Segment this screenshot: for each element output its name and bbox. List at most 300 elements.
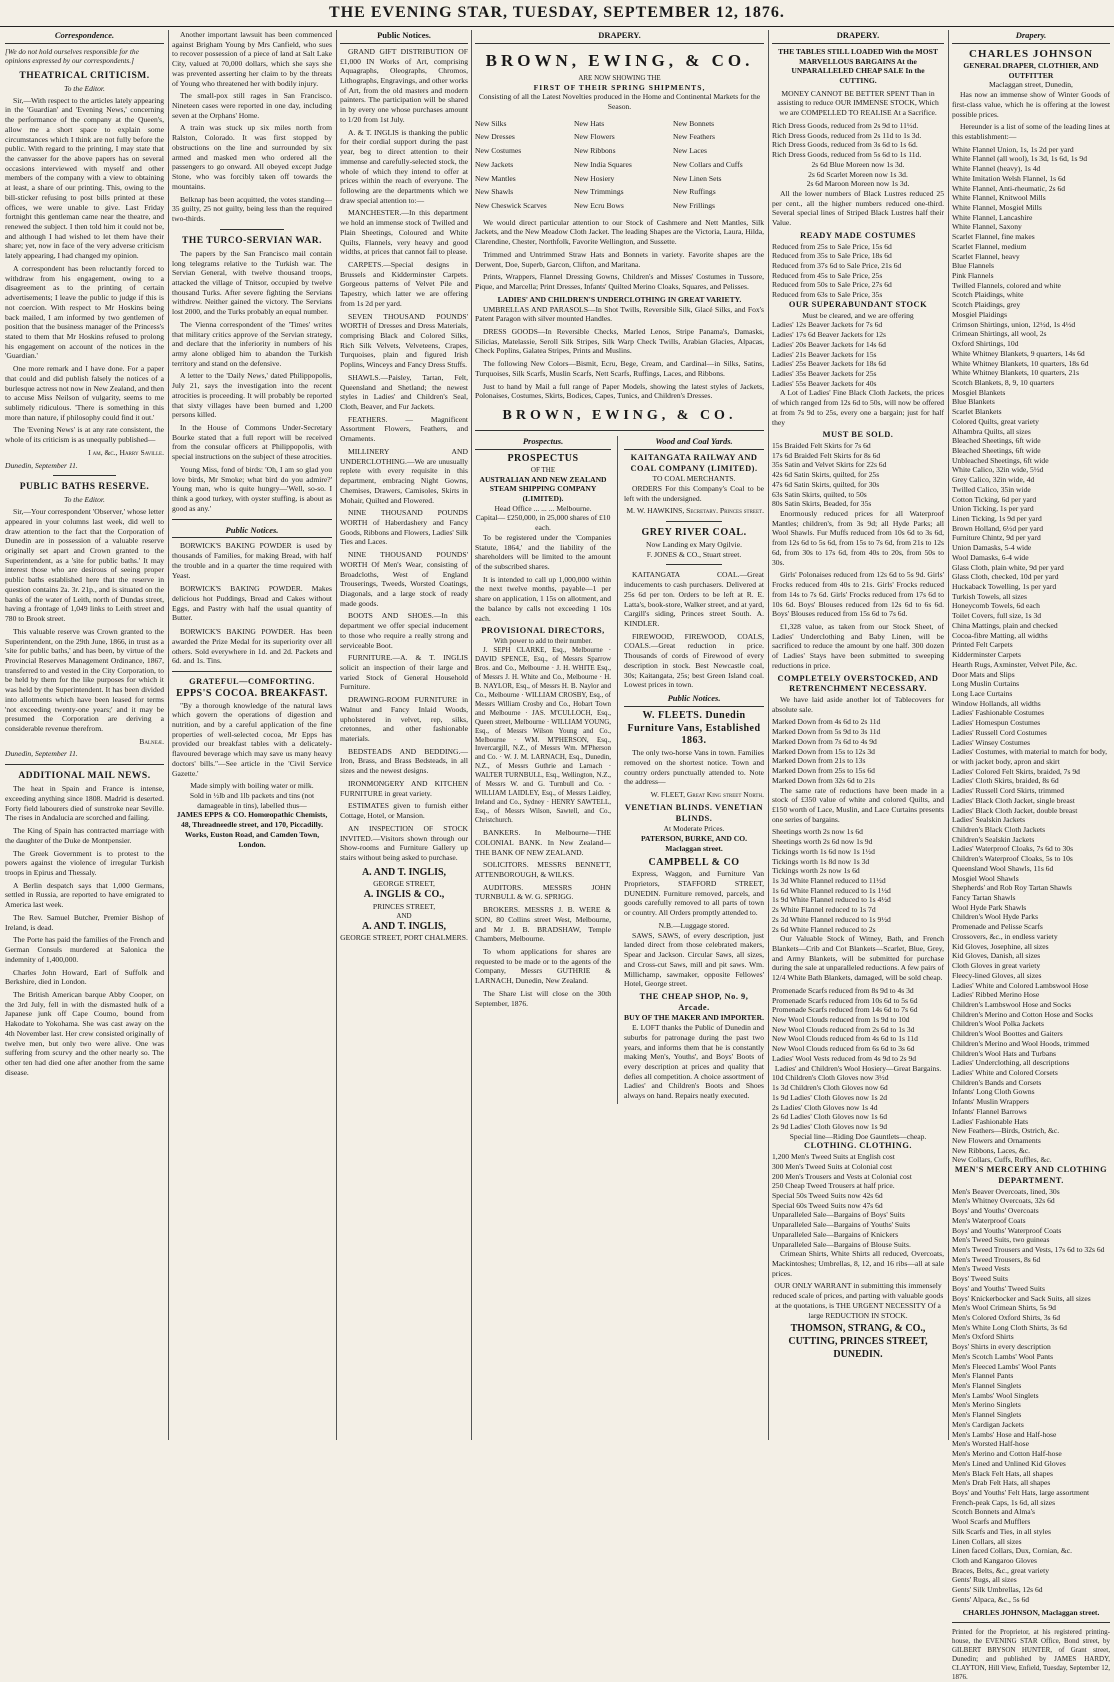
list-item: Unbleached Sheetings, 6ft wide — [952, 455, 1049, 465]
list-item: Scarlet Blankets — [952, 407, 1002, 417]
list-item: New Wool Clouds reduced from 1s 9d to 10d — [772, 1015, 910, 1025]
list-item: 2s 9d Ladies' Cloth Gloves now 1s 9d — [772, 1121, 888, 1131]
department-item: DRAWING-ROOM FURNITURE in Walnut and Fancy Inlaid Woods, upholstered in velvet, rep, silks, cretonnes, and other fashionable materials. — [340, 695, 468, 744]
list-item: Bleached Sheetings, 6ft wide — [952, 445, 1041, 455]
list-item: Boys' and Youths' Felt Hats, large assortment — [952, 1487, 1090, 1497]
column-charles-johnson: Drapery. CHARLES JOHNSON GENERAL DRAPER, CLOTHIER, AND OUTFITTER Maclaggan street, Dunedin, Has now an immense show of Winter Goods of first-class value, which he is offering at the lowest possible prices. Hereunder is a list of some of the leading lines at this establishment:— White Flannel Union, 1s, 1s 2d per yard White Flannel (all wool), 1s 3d, 1s 6d, 1s 9d White Flannel (heavy), 1s 4d White Imitation Welsh Flannel, 1s 6d White Flannel, Anti-rheumatic, 2s 6d White Flannel, Knitwool Mills White Flannel, Mosgiel Mills White Flannel, Lancashire White Flannel, Saxony Scarlet Flannel, fine makes Scarlet Flannel, medium Scarlet Flannel, heavy Blue Flannels Pink Flannels Twilled Flannels, colored and white Scotch Plaidings, white Scotch Plaidings, grey Mosgiel Plaidings Crimson Shirtings, union, 12½d, 1s 4½d Crimean Shirtings, all wool, 2s Oxford Shirtings, 10d White Whitney Blankets, 9 quarters, 14s 6d White Whitney Blankets, 10 quarters, 18s 6d White Whitney Blankets, 10 quarters, 21s Scotch Blankets, 8, 9, 10 quarters Mosgiel Blankets Blue Blankets Scarlet Blankets Colored Quilts, great variety Alhambra Quilts, all sizes Bleached Sheetings, 6ft wide Bleached Sheetings, 6ft wide Unbleached Sheetings, 6ft wide White Calico, 32in wide, 5½d Grey Calico, 32in wide, 4d Twilled Calico, 35in wide Cotton Ticking, 6d per yard Union Ticking, 1s per yard Linen Ticking, 1s 9d per yard Brown Holland, 6½d per yard Furniture Chintz, 9d per yard Union Damasks, 5-4 wide Wool Damasks, 6-4 wide Glass Cloth, plain white, 9d per yard Glass Cloth, checked, 10d per yard Huckaback Towelling, 1s per yard Turkish Towels, all sizes Honeycomb Towels, 6d each Toilet Covers, full size, 1s 3d China Mattings, plain and checked Cocoa-fibre Matting, all widths Printed Felt Carpets Kidderminster Carpets Hearth Rugs, Axminster, Velvet Pile, &c. Door Mats and Slips Long Muslin Curtains Long Lace Curtains Window Hollands, all widths Ladies' Fashionable Costumes Ladies' Homespun Costumes Ladies' Russell Cord Costumes Ladies' Winsey Costumes Ladies' Costumes, with material to match for body, or with jacket body, apron and skirt Ladies' Colored Felt Skirts, braided, 7s 9d Ladies' Cloth Skirts, braided, 8s 6d Ladies' Russell Cord Skirts, trimmed Ladies' Black Cloth Jacket, single breast Ladies' Black Cloth Jacket, double breast Ladies' Sealskin Jackets Children's Black Cloth Jackets Children's Sealskin Jackets Ladies' Waterproof Cloaks, 7s 6d to 30s Children's Waterproof Cloaks, 5s to 10s Queensland Wool Shawls, 11s 6d Mosgiel Wool Shawls Shepherds' and Rob Roy Tartan Shawls Fancy Tartan Shawls Wool Hyde Park Shawls Children's Wool Hyde Parks Promenade and Pelisse Scarfs Crossovers, &c., in endless variety Kid Gloves, Josephine, all sizes Kid Gloves, Danish, all sizes Cloth Gloves in great variety Fleecy-lined Gloves, all sizes Ladies' White and Colored Lambswool Hose Ladies' Ribbed Merino Hose Children's Lambswool Hose and Socks Children's Merino and Cotton Hose and Socks Children's Wool Polka Jackets Children's Wool Boottes and Gaiters Children's Merino and Wool Hoods, trimmed Children's Wool Hats and Turbans Ladies' Underclothing, all descriptions Ladies' White and Colored Corsets Children's Bands and Corsets Infants' Long Cloth Gowns Infants' Muslin Wrappers Infants' Flannel Barrows Ladies' Fashionable Hats New Feathers—Birds, Ostrich, &c. New Flowers and Ornaments New Ribbons, Laces, &c. New Collars, Cuffs, Ruffles, &c. MEN'S MERCERY AND CLOTHING DEPARTMENT. Men's Beaver Overcoats, lined, 30s Men's Whitney Overcoats, 32s 6d Boys' and Youths' Overcoats Men's Waterproof Coats Boys' and Youths' Waterproof Coats Men's Tweed Suits, two guineas Men's Tweed Trousers and Vests, 17s 6d to 32s 6d Men's Tweed Trousers, 8s 6d Men's Tweed Vests Boys' Tweed Suits Boys' and Youths' Tweed Suits Boys' Knickerbocker and Sack Suits, all sizes Men's Wool Crimean Shirts, 5s 9d Men's Colored Oxford Shirts, 3s 6d Men's White Long Cloth Shirts, 3s 6d Men's Oxford Shirts Boys' Shirts in every description Men's Scotch Lambs' Wool Pants Men's Fleeced Lambs' Wool Pants Men's Flannel Pants Men's Flannel Singlets Men's Lambs' Wool Singlets Men's Merino Singlets Men's Flannel Singlets Men's Cardigan Jackets Men's Lambs' Hose and Half-hose Men's Worsted Half-hose Men's Merino and Cotton Half-hose Men's Lined and Unlined Kid Gloves Men's Black Felt Hats, all shapes Men's Drab Felt Hats, all shapes Boys' and Youths' Felt Hats, large assortment French-peak Caps, 1s 6d, all sizes Scotch Bonnets and Alma's Wool Scarfs and Mufflers Silk Scarfs and Ties, in all styles Linen Collars, all sizes Linen faced Collars, Dux, Cornian, &c. Cloth and Kangaroo Gloves Braces, Belts, &c., great variety Gents' Rugs, all sizes Gents' Silk Umbrellas, 12s 6d Gents' Alpaca, &c., 5s 6d CHARLES JOHNSON, Maclaggan street. Printed for the Proprietor, at his registered printing-house, the EVENING STAR Office, Bond street, by GILBERT BRYSON HUNTER, of Grant street, Dunedin; and published by JAMES HARDY, CLAYTON, Hill View, Enfield, Tuesday, September 12, 1876. — [952, 30, 1110, 1682]
list-item: New Flowers and Ornaments — [952, 1136, 1041, 1146]
list-item: Men's Tweed Trousers, 8s 6d — [952, 1254, 1041, 1264]
list-item: Reduced from 37s 6d to Sale Price, 21s 6d — [772, 261, 902, 270]
list-item: Blue Blankets — [952, 397, 995, 407]
list-item: Ladies' Homespun Costumes — [952, 718, 1041, 728]
list-item: 10d Children's Cloth Gloves now 3½d — [772, 1073, 889, 1083]
section-header: Public Notices. — [172, 525, 332, 539]
list-item: Promenade Scarfs reduced from 14s 6d to 7s 6d — [772, 1005, 918, 1015]
list-item: Ladies' 17s 6d Beaver Jackets for 12s — [772, 330, 886, 340]
list-item: Unparalleled Sale—Bargains of Boys' Suits — [772, 1210, 905, 1220]
list-item: White Flannel, Anti-rheumatic, 2s 6d — [952, 183, 1066, 193]
sheetings-list — [772, 827, 944, 876]
list-item: 80s Satin Skirts, Beaded, for 35s — [772, 499, 872, 509]
department-item: NINE THOUSAND POUNDS' WORTH Of Men's Wear, consisting of Broadcloths, West of England Trouserings, Tweeds, Worsted Coatings, Diagonals, and a large stock of ready made goods. — [340, 550, 468, 608]
list-item: Boys' Shirts in every description — [952, 1342, 1051, 1352]
list-item: Crimean Shirtings, all wool, 2s — [952, 329, 1047, 339]
department-item: MILLINERY AND UNDERCLOTHING.—We are unusually replete with every requisite in this department, embracing Night Gowns, Chemises, Drawers, Camisoles, Skirts in Mohair, Quilted and Flowered. — [340, 446, 468, 505]
list-item: 200 Men's Trousers and Vests at Colonial cost — [772, 1171, 912, 1181]
list-item: Children's Wool Hyde Parks — [952, 912, 1039, 922]
section-header: Public Notices. — [340, 30, 468, 44]
advertisement: BORWICK'S BAKING POWDER. Has been awarded the Prize Medal for its superiority over all others. Sold everywhere in 1d. and 2d. Packets and 6d. and 1s. Tins. — [172, 627, 332, 666]
list-item: Children's Wool Hats and Turbans — [952, 1048, 1056, 1058]
list-item: Furniture Chintz, 9d per yard — [952, 533, 1041, 543]
list-item: Ladies' Underclothing, all descriptions — [952, 1058, 1070, 1068]
list-item: Marked Down from 32s 6d to 21s — [772, 775, 875, 785]
list-item: Rich Dress Goods, reduced from 2s 9d to 11½d. — [772, 120, 919, 130]
department-item: FURNITURE.—A. & T. INGLIS solicit an inspection of their large and varied Stock of General Household Furniture. — [340, 653, 468, 692]
list-item: Ladies' Black Cloth Jacket, single breast — [952, 795, 1075, 805]
list-item: Reduced from 50s to Sale Price, 27s 6d — [772, 280, 892, 290]
grid-item: New Feathers — [673, 132, 715, 142]
list-item: Ladies' White and Colored Lambswool Hose — [952, 980, 1089, 990]
johnson-goods-list — [952, 145, 1110, 1165]
list-item: Ladies' Ribbed Merino Hose — [952, 990, 1040, 1000]
list-item: Infants' Flannel Barrows — [952, 1106, 1027, 1116]
list-item: Men's Lined and Unlined Kid Gloves — [952, 1458, 1066, 1468]
list-item: French-peak Caps, 1s 6d, all sizes — [952, 1497, 1056, 1507]
advertiser-title: BROWN, EWING, & CO. — [485, 50, 754, 70]
list-item: Men's Black Felt Hats, all shapes — [952, 1468, 1053, 1478]
list-item: Men's Whitney Overcoats, 32s 6d — [952, 1196, 1055, 1206]
list-item: Ladies' Black Cloth Jacket, double breast — [952, 805, 1078, 815]
list-item: Children's Merino and Wool Hoods, trimmed — [952, 1038, 1090, 1048]
list-item: Unparalleled Sale—Bargains of Knickers — [772, 1229, 899, 1239]
list-item: Men's Worsted Half-hose — [952, 1439, 1029, 1449]
list-item: Printed Felt Carpets — [952, 640, 1013, 650]
unparalleled-list — [772, 1210, 944, 1249]
article-title: ADDITIONAL MAIL NEWS. — [18, 771, 151, 782]
list-item: Men's Flannel Singlets — [952, 1381, 1022, 1391]
list-item: Mosgiel Wool Shawls — [952, 873, 1019, 883]
list-item: Men's Wool Crimean Shirts, 5s 9d — [952, 1303, 1056, 1313]
list-item: White Whitney Blankets, 10 quarters, 18s 6d — [952, 358, 1089, 368]
list-item: Scotch Blankets, 8, 9, 10 quarters — [952, 377, 1055, 387]
list-item: Men's Oxford Shirts — [952, 1332, 1014, 1342]
list-item: Long Muslin Curtains — [952, 679, 1020, 689]
marked-down-list — [772, 717, 944, 785]
list-item: Reduced from 45s to Sale Price, 25s — [772, 270, 883, 280]
list-item: Men's Cardigan Jackets — [952, 1419, 1024, 1429]
costumes-list — [772, 242, 944, 300]
list-item: 35s Satin and Velvet Skirts for 22s 6d — [772, 460, 887, 470]
list-item: Men's Scotch Lambs' Wool Pants — [952, 1351, 1054, 1361]
imprint: Printed for the Proprietor, at his registered printing-house, the EVENING STAR Office, Bond street, by GILBERT BRYSON HUNTER, of Grant street, Dunedin; and published by JAMES HARDY, CLAYTON, Hill View, Enfield, Tuesday, September 12, 1876. — [952, 1628, 1110, 1682]
grid-item: New Shawls — [475, 187, 514, 197]
list-item: Ladies' Wool Vests reduced from 4s 9d to 2s 9d — [772, 1053, 917, 1063]
grid-item: New Costumes — [475, 146, 522, 156]
column-news: Another important lawsuit has been commenced against Brigham Young by Mrs Canfield, who sues to recover possession of a piece of land at Salt Lake City, valued at 70,000 dollars, which she says she was prevented asserting her claim to by the threats of Young who threatened her with bodily injury. The small-pox still rages in San Francisco. Nineteen cases were reported in one day, including seven at the Orphans' Home. A train was stuck up six miles north from Ralston, Colorado. It was first stopped by obstructions on the line and surrounded by six armed and masked men who ordered all the passengers to go onward. All obeyed except Judge Stone, who was forcibly taken off towards the mountains. Belknap has been acquitted, the votes standing—35 guilty, 25 not guilty, being less than the required two-thirds. THE TURCO-SERVIAN WAR. The papers by the San Francisco mail contain long telegrams relative to the Turkish war. The Servian General, with twelve thousand troops, attacked the village of Tnitsor, occupied by twelve thousand Turks. After severe fighting the Servians withdrew. Neither gained the victory. The Servians lost 2000, and the Turks probably an equal number. The Vienna correspondent of the 'Times' writes that military critics approve of the Servian strategy, and declare that the inferiority in numbers of his army alone obliged him to abandon the Turkish territory and stand on the defensive. A letter to the 'Daily News,' dated Philippopolis, July 21, says the investigation into the recent atrocities is proceeding. It will probably be reported that sixty villages have been burned and 1,200 persons killed. In the House of Commons Under-Secretary Bourke stated that a full report will be received from the consular officers at Philippopolis, with special instructions on the subject of these atrocities. Young Miss, fond of birds: 'Oh, I am so glad you love birds, Mr Smoke; what bird do you admire?' Young man, who is quite hungry—'Well, so-so. I think a good turkey, with oyster stuffing, is about as good as any.' Public Notices. BORWICK'S BAKING POWDER is used by thousands of Families, for making Bread, with half the trouble and in a quarter the time required with Yeast. BORWICK'S BAKING POWDER. Makes delicious hot Puddings, Bread and Cakes without Eggs, and Pastry with half the usual quantity of Butter. BORWICK'S BAKING POWDER. Has been awarded the Prize Medal for its superiority over all others. Sold everywhere in 1d. and 2d. Packets and 6d. and 1s. Tins. GRATEFUL—COMFORTING. EPPS'S COCOA. BREAKFAST. "By a thorough knowledge of the natural laws which govern the operations of digestion and nutrition, and by a careful application of the fine properties of well-selected cocoa, Mr Epps has provided our breakfast tables with a delicately-flavoured beverage which may save us many heavy doctors' bills."—See article in the 'Civil Service Gazette.' Made simply with boiling water or milk. Sold in ½lb and 1lb packets and tins (not damageable in tins), labelled thus— JAMES EPPS & CO. Homœopathic Chemists, 48, Threadneedle street, and 170, Piccadilly. Works, Euston Road, and Camden Town, London. — [172, 30, 332, 849]
department-item: ESTIMATES given to furnish either Cottage, Hotel, or Mansion. — [340, 801, 468, 821]
list-item: Cloth and Kangaroo Gloves — [952, 1555, 1037, 1565]
list-item: Ladies' White and Colored Corsets — [952, 1067, 1058, 1077]
advertisement: BORWICK'S BAKING POWDER is used by thousands of Families, for making Bread, with half the trouble and in a quarter the time required with Yeast. — [172, 541, 332, 580]
list-item: Rich Dress Goods, reduced from 5s 6d to 1s 11d. — [772, 150, 922, 160]
list-item: 63s Satin Skirts, quilted, to 50s — [772, 489, 867, 499]
list-item: Special 50s Tweed Suits now 42s 6d — [772, 1191, 883, 1200]
masthead: THE EVENING STAR, TUESDAY, SEPTEMBER 12, 1876. — [0, 0, 1114, 27]
moreen-list — [772, 160, 944, 189]
list-item: Special 60s Tweed Suits now 47s 6d — [772, 1200, 883, 1210]
epps-cocoa-title: EPPS'S COCOA. BREAKFAST. — [176, 687, 328, 699]
list-item: Men's Merino Singlets — [952, 1400, 1021, 1410]
article-title: THE TURCO-SERVIAN WAR. — [182, 235, 322, 246]
list-item: Gents' Silk Umbrellas, 12s 6d — [952, 1585, 1043, 1595]
list-item: Linen Collars, all sizes — [952, 1536, 1022, 1546]
list-item: Boys' and Youths' Waterproof Coats — [952, 1225, 1062, 1235]
list-item: Glass Cloth, checked, 10d per yard — [952, 572, 1059, 582]
grid-item: New Laces — [673, 146, 707, 156]
list-item: Sheetings worth 2s now 1s 6d — [772, 827, 863, 837]
list-item: New Collars, Cuffs, Ruffles, &c. — [952, 1155, 1052, 1165]
list-item: Marked Down from 25s to 15s 6d — [772, 766, 875, 776]
list-item: 15s Braided Felt Skirts for 7s 6d — [772, 441, 871, 450]
department-item: BEDSTEADS AND BEDDING.—Iron, Brass, and Brass Bedsteads, in all sizes and the newest designs. — [340, 746, 468, 776]
section-header: Public Notices. — [624, 693, 764, 707]
list-item: Men's Fleeced Lambs' Wool Pants — [952, 1361, 1057, 1371]
list-item: Silk Scarfs and Ties, in all styles — [952, 1526, 1051, 1536]
list-item: Linen faced Collars, Dux, Cornian, &c. — [952, 1546, 1072, 1556]
list-item: Scarlet Flannel, medium — [952, 241, 1027, 251]
list-item: Ladies' 55s Beaver Jackets for 40s — [772, 378, 877, 388]
list-item: Crossovers, &c., in endless variety — [952, 931, 1058, 941]
list-item: Window Hollands, all widths — [952, 698, 1041, 708]
list-item: 17s 6d Braided Felt Skirts for 8s 6d — [772, 450, 881, 460]
list-item: Men's Tweed Trousers and Vests, 17s 6d to 32s 6d — [952, 1244, 1105, 1254]
list-item: Twilled Calico, 35in wide — [952, 484, 1031, 494]
list-item: White Flannel Union, 1s, 1s 2d per yard — [952, 144, 1074, 154]
grid-item: New India Squares — [574, 159, 632, 169]
list-item: Marked Down from 4s 6d to 2s 11d — [772, 717, 881, 727]
mens-mercery-list — [952, 1187, 1110, 1605]
list-item: Children's Merino and Cotton Hose and Socks — [952, 1009, 1093, 1019]
list-item: White Calico, 32in wide, 5½d — [952, 465, 1044, 475]
list-item: New Wool Clouds reduced from 4s 6d to 1s 11d — [772, 1034, 918, 1044]
article-title: THEATRICAL CRITICISM. — [19, 70, 150, 81]
signature: Balneæ. — [139, 736, 164, 746]
signature: I am, &c., Harry Saville. — [88, 447, 164, 457]
advertiser-title: THOMSON, STRANG, & CO., CUTTING, PRINCES STREET, DUNEDIN. — [788, 1323, 928, 1360]
section-header: Correspondence. — [5, 30, 164, 44]
list-item: Men's Drab Felt Hats, all shapes — [952, 1478, 1051, 1488]
jackets-list — [772, 320, 944, 388]
list-item: White Flannel, Lancashire — [952, 212, 1033, 222]
list-item: Sheetings worth 2s 6d now 1s 9d — [772, 837, 873, 847]
list-item: Infants' Long Cloth Gowns — [952, 1087, 1035, 1097]
list-item: Turkish Towels, all sizes — [952, 591, 1027, 601]
advertiser-title: CHARLES JOHNSON — [968, 47, 1094, 60]
list-item: 2s 6d Scarlet Moreen now 1s 3d. — [808, 169, 908, 179]
list-item: Children's Waterproof Cloaks, 5s to 10s — [952, 854, 1073, 864]
list-item: Scotch Plaidings, white — [952, 290, 1024, 300]
grid-item: New Frillings — [673, 201, 715, 211]
list-item: White Flannel, Knitwool Mills — [952, 193, 1046, 203]
list-item: Children's Black Cloth Jackets — [952, 825, 1046, 835]
list-item: Scotch Plaidings, grey — [952, 300, 1021, 310]
column-inglis: Public Notices. GRAND GIFT DISTRIBUTION OF £1,000 IN Works of Art, comprising Aquagraphs, Oleographs, Chromos, Lithographs, Engravings, and other works of Art, from the old masters and modern painters. The participation will be shared in by every one whose purchases amount to 1/20 from 1st July. A. & T. INGLIS is thanking the public for their cordial support during the past year, beg to direct attention to their immense and carefully-selected stock, the whole of which they intend to offer at prices within the reach of everyone. The following are the departments which we draw special attention to:— MANCHESTER.—In this department we hold an immense stock of Twilled and Plain Sheetings, Coloured and White Quilts, Flannels, very heavy and good widths, at prices that cannot fail to please. CARPETS.—Special designs in Brussels and Kidderminster Carpets. Gorgeous patterns of Velvet Pile and Tapestry, which latter we are offering from 1s 2d per yard. SEVEN THOUSAND POUNDS' WORTH of Dresses and Dress Materials, comprising Black and Colored Silks, Rich Silk Velvets, Velveteens, Crapes, Turquoises, plain and figured Irish Poplins, Winceys and Fancy Dress Stuffs. SHAWLS.—Paisley, Tartan, Felt, Queensland and Shetland; the newest styles in Ladies' and Children's Seal, Cloth, Beaver, and Fur Jackets. FEATHERS. — Magnificent Assortment Flowers, Feathers, and Ornaments. MILLINERY AND UNDERCLOTHING.—We are unusually replete with every requisite in this department, embracing Night Gowns, Chemises, Drawers, Camisoles, Skirts in Mohair, Quilted and Flowered. NINE THOUSAND POUNDS WORTH of Haberdashery and Fancy Goods, Ribbons and Flowers, Ladies' Silk Ties and Laces. NINE THOUSAND POUNDS' WORTH Of Men's Wear, consisting of Broadcloths, West of England Trouserings, Tweeds, Worsted Coatings, Diagonals, and a large stock of ready made goods. BOOTS AND SHOES.—In this department we offer special inducement to those who require a really strong and serviceable Boot. FURNITURE.—A. & T. INGLIS solicit an inspection of their large and varied Stock of General Household Furniture. DRAWING-ROOM FURNITURE in Walnut and Fancy Inlaid Woods, upholstered in velvet, rep, silks, cretonnes, and other fashionable materials. BEDSTEADS AND BEDDING.—Iron, Brass, and Brass Bedsteads, in all sizes and the newest designs. IRONMONGERY AND KITCHEN FURNITURE in great variety. ESTIMATES given to furnish either Cottage, Hotel, or Mansion. AN INSPECTION OF STOCK INVITED.—Visitors shown through our Show-rooms and Furniture Gallery up stairs without being asked to purchase. A. AND T. INGLIS, GEORGE STREET, A. INGLIS & CO., PRINCES STREET, AND A. AND T. INGLIS, GEORGE STREET, PORT CHALMERS. — [340, 30, 468, 943]
list-item: Ladies' Winsey Costumes — [952, 737, 1031, 747]
advertisement: BORWICK'S BAKING POWDER. Makes delicious hot Puddings, Bread and Cakes without Eggs, and Pastry with half the usual quantity of Butter. — [172, 584, 332, 623]
list-item: Men's Tweed Suits, two guineas — [952, 1235, 1050, 1245]
list-item: Hearth Rugs, Axminster, Velvet Pile, &c. — [952, 659, 1078, 669]
list-item: Kidderminster Carpets — [952, 650, 1021, 660]
list-item: Ladies' 20s Beaver Jackets for 14s 6d — [772, 339, 886, 349]
list-item: Tickings worth 1s 6d now 1s 1½d — [772, 846, 875, 856]
list-item: Children's Wool Boottes and Gaiters — [952, 1029, 1063, 1039]
department-item: SEVEN THOUSAND POUNDS' WORTH of Dresses and Dress Materials, comprising Black and Colored Silks, Rich Silk Velvets, Velveteens, Crapes, Turquoises, plain and figured Irish Poplins, Winceys and Fancy Dress Stuffs. — [340, 311, 468, 370]
grid-item: New Ribbons — [574, 146, 616, 156]
list-item: Kid Gloves, Danish, all sizes — [952, 951, 1041, 961]
list-item: Alhambra Quilts, all sizes — [952, 426, 1031, 436]
list-item: Ladies' Cloth Skirts, braided, 8s 6d — [952, 776, 1059, 786]
list-item: Men's Colored Oxford Shirts, 3s 6d — [952, 1313, 1061, 1323]
inglis-department-list — [340, 208, 468, 862]
column-correspondence: Correspondence. [We do not hold ourselves responsible for the opinions expressed by our correspondents.] THEATRICAL CRITICISM. To the Editor. Sir,—With respect to the articles lately appearing in the 'Guardian' and 'Evening News,' concerning the performance of the company at the Queen's, allow me a short space to explain some circumstances which I think are not fully before the public. With regard to the printing, I may state that the canvasser for the above papers has on several occasions interviewed with myself and other members of the company with a view to obtaining at least, a share of our printing. This, owing to the bill-sticker refusing to post bills printed at these offices, we were unable to give. Last Friday fortnight this gentleman came near the theatre, and renewed the subject. I then told him it could not be, and although I had wished to let them have their share; yet, now in face of the very adverse criticism lately appearing, I had changed my opinion. A correspondent has been reluctantly forced to withdraw from his engagement, owing to a disagreement as to the printing of certain advertisements; I leave the public to judge if this is not coercion. With respect to Mr Hoskins being back mailed, I am informed by two gentlemen of position that the business manager of the Princess's stated to them that Mr Hoskins refused to prolong his engagement on account of the notices in the 'Guardian.' One more remark and I have done. For a paper that could and did publish falsely the notices of a burlesque actress not now in New Zealand, and then to accuse Miss Neilson of vulgarity, seems to me sublimely ridiculous. 'There is something in this more than nature, if philosophy could find it out.' The 'Evening News' is at any rate consistent, the whole of its criticism is as unequally published— I am, &c., Harry Saville. Dunedin, September 11. PUBLIC BATHS RESERVE. To the Editor. Sir,—Your correspondent 'Observer,' whose letter appeared in your columns last week, did well to draw attention to the fact that the Corporation of Dunedin are in possession of a valuable reserve originally set apart and Crown granted to the Superintendent, as a 'site for public baths.' It may interest those who are desirous of seeing proper public baths established here that the reserve in question contains 2a. 3r. 21p., and is situated on the banks of the water of Leith, north of Dundas street, having a frontage of 1,049 links to Leith street and 780 to Brook street. This valuable reserve was Crown granted to the Superintendent, on the 29th June, 1866, in trust as a 'site for public baths,' and has been, by virtue of the Provincial Reserves Management Ordinance, 1867, transferred to and vested in the City Corporation, to be held by them for the like purposes for which it was held by the Superintendent. It has been divided into allotments which have been leased for terms 'not exceeding twenty-one years;' and it may be presumed the Corporation are deriving a considerable revenue therefrom. Balneæ. Dunedin, September 11. ADDITIONAL MAIL NEWS. The heat in Spain and France is intense, exceeding anything since 1808. Madrid is deserted. Forty field labourers died of sunstroke near Seville. The rises in Andalucia are scorched and failing. The King of Spain has contracted marriage with the daughter of the Duke de Montpensier. The Greek Government is to protest to the powers against the violence of irregular Turkish troops in Epirus and Thessaly. A Berlin despatch says that 1,000 Germans, settled in Russia, are reported to have emigrated to America last week. The Rev. Samuel Butcher, Premier Bishop of Ireland, is dead. The Porte has paid the families of the French and German Consuls murdered at Salonica the indemnity of 1,400,000. Charles John Howard, Earl of Suffolk and Berkshire, died in London. The British American barque Abby Cooper, on the 3rd July, fell in with the dismasted hulk of a Japanese junk off Cape Coumo, bound from Hakodate to Yokohama. She was cast away on the 4th November last. Her crew consisted originally of twelve men, but only two were alive. One was suffering from scurvy and the other nearly so. The other ten had died one after another from the same disease. — [5, 30, 164, 1077]
advertiser-title: BROWN, EWING, & CO. — [502, 407, 737, 423]
list-item: Boys' Knickerbocker and Sack Suits, all sizes — [952, 1293, 1091, 1303]
list-item: Boys' Tweed Suits — [952, 1274, 1008, 1284]
skirts-list — [772, 441, 944, 509]
list-item: 2s White Flannel reduced to 1s 7d — [772, 905, 876, 915]
grid-item: New Mantles — [475, 173, 516, 183]
grid-item: New Flowers — [574, 132, 615, 142]
list-item: 47s 6d Satin Skirts, quilted, for 30s — [772, 479, 880, 489]
list-item: Tickings worth 2s now 1s 6d — [772, 866, 860, 876]
list-item: Promenade Scarfs reduced from 8s 9d to 4s 3d — [772, 985, 914, 995]
list-item: Bleached Sheetings, 6ft wide — [952, 436, 1041, 446]
list-item: Huckaback Towelling, 1s per yard — [952, 582, 1057, 592]
list-item: Wool Damasks, 6-4 wide — [952, 552, 1029, 562]
department-item: BOOTS AND SHOES.—In this department we offer special inducement to those who require a really strong and serviceable Boot. — [340, 611, 468, 650]
column-brown-ewing: DRAPERY. BROWN, EWING, & CO. ARE NOW SHOWING THE FIRST OF THEIR SPRING SHIPMENTS, Consisting of all the Latest Novelties produced in the Home and Continental Markets for the Season. New Silks New Hats New Bonnets New Dresses New Flowers New Feathers New Costumes New Ribbons New Laces New Jackets New India Squares New Collars and Cuffs New Mantles New Hosiery New Linen Sets New Shawls New Trimmings New Ruffings New Cheswick Scarves New Ecru Bows New Frillings We would direct particular attention to our Stock of Cashmere and Nett Mantles, Silk Jackets, and the New Meadow Cloth Jacket. The leading Shapes are the Victoria, Laura, Hilda, Clarendine, Chester, Northfolk, Favorite Wellington, and Sussette. Trimmed and Untrimmed Straw Hats and Bonnets in variety. Favorite shapes are the Derwent, Doe, Superb, Garcon, Clifton, and Maritana. Prints, Wrappers, Flannel Dressing Gowns, Children's and Misses' Costumes in Tussore, Pique, and Marcella; Print Dresses, Infants' Quilted Merino Cloaks, Squares, and Pelisses. LADIES' AND CHILDREN'S UNDERCLOTHING IN GREAT VARIETY. UMBRELLAS AND PARASOLS—In Shot Twills, Reversible Silk, Glacé Silks, and Fox's Patent Paragon with silver mounted Handles. DRESS GOODS—In Reversible Checks, Marled Lenos, Stripe Panama's, Damasks, Silicias, Matelassie, Seroll Silk Stripes, Silk Warp Check Twills, Arabian Glacies, Alpacas, Check Poplins, Galatea Stripes, Prints and Muslins. The following New Colors—Bismit, Ecru, Bege, Cream, and Cardinal—in Silks, Satins, Turquoises, Silk Scarfs, Muslin Scarfs, Nett Scarfs, Ruffings, Laces, and Ribbons. Just to hand by Mail a full range of Paper Models, showing the latest styles of Jackets, Polonaises, Costumes, Skirts, Bodices, Capes, Tunics, and Children's Dresses. BROWN, EWING, & CO. Prospectus. PROSPECTUS OF THE AUSTRALIAN AND NEW ZEALAND STEAM SHIPPING COMPANY (LIMITED). Head Office ... ... ... Melbourne. Capital— £250,000, in 25,000 shares of £10 each. To be registered under the 'Companies Statute, 1864,' and the liability of the shareholders will be limited to the amount of the subscribed shares. It is intended to call up 1,000,000 within the next twelve months, payable—1 per share on application, 1 15s on allotment, and the balance by calls not exceeding 1 10s each. PROVISIONAL DIRECTORS, With power to add to their number. J. SEPH CLARKE, Esq., Melbourne · DAVID SPENCE, Esq., of Messrs Sparrow Bros. and Co., Melbourne · J. H. WHITE Esq., of Messrs J. H. White and Co., Melbourne · H. B. NAYLOR, Esq., of Messrs H. B. Naylor and Co., Melbourne · WILLIAM CROSBY, Esq., of Messrs William Crosby and Co., Hobart Town and Melbourne · JAS. M'CULLOCH, Esq., Queen street, Melbourne · WILLIAM YOUNG, Esq., of Messrs Wilson Young and Co., Melbourne · WM. M'PHERSON, Esq., Invercargill, N.Z., of Messrs Wm. M'Pherson and Co. · W. J. M. LARNACH, Esq., Dunedin, N.Z., of Messrs Guthrie and Larnach · WALTER TURNBULL, Esq., Wellington, N.Z., of Messrs W. and G. Turnbull and Co. · WILLIAM LAIDLEY, Esq., of Messrs Laidley, Ireland and Co., Sydney · HENRY SAWTELL, Esq., of Messrs Wilson, Sawtell, and Co., Christchurch. BANKERS. In Melbourne—THE COLONIAL BANK. In New Zealand—THE BANK OF NEW ZEALAND. SOLICITORS. MESSRS BENNETT, ATTENBOROUGH, & WILKS. AUDITORS. MESSRS JOHN TURNBULL & W. G. SPRIGG. BROKERS. MESSRS J. B. WERE & SON, 80 Collins street West, Melbourne, and Mr J. B. BRADSHAW, Temple Chambers, Melbourne. To whom applications for shares are requested to be made or to the agents of the Company, Messrs GUTHRIE & LARNACH, Dunedin, New Zealand. The Share List will close on the 30th September, 1876. Wood and Coal Yards. KAITANGATA RAILWAY AND COAL COMPANY (LIMITED). TO COAL MERCHANTS. ORDERS For this Company's Coal to be left with the undersigned. M. W. HAWKINS, Secretary. Princes street. GREY RIVER COAL. Now Landing ex Mary Ogilvie. F. JONES & CO., Stuart street. KAITANGATA COAL.—Great inducements to cash purchasers. Delivered at 25s 6d per ton. Orders to be left at R. E. Latta's, book-store, Walker street, and at yard, Cargill's siding, Princes street South. A. KINDLER. FIREWOOD, FIREWOOD, COALS, COALS.—Great reduction in price. Thousands of cords of Firewood of every description in stock. Best Newcastle coal, 30s; Kaitangata, 25s; best Green Island coal. Lowest prices in town. Public Notices. W. FLEETS. Dunedin Furniture Vans, Established 1863. The only two-horse Vans in town. Families removed on the shortest notice. Town and country orders punctually attended to. Note the address— W. FLEET, Great King street North. VENETIAN BLINDS. VENETIAN BLINDS. At Moderate Prices. PATERSON, BURKE, AND CO. Maclaggan street. CAMPBELL & CO Express, Waggon, and Furniture Van Proprietors, STAFFORD STREET, DUNEDIN. Furniture removed, parcels, and goods carefully removed to all parts of town or country. All Orders promptly attended to. N.B.—Luggage stored. SAWS, SAWS, of every description, just landed direct from those celebrated makers, Spear and Jackson. Circular Saws, all sizes, and Cross-cut Saws, mill and pit saws. Wm. Millichamp, sawmaker, opposite Fellowes' Hotel, George street. THE CHEAP SHOP, No. 9, Arcade. BUY OF THE MAKER AND IMPORTER. E. LOFT thanks the Public of Dunedin and suburbs for patronage during the past two years, and informs them that he is constantly making Men's, Youths', and Boys' Boots of every description at prices and quality that defies all competition. A choice assortment of Ladies' and Children's Boots and Shoes always on hand. Repairs neatly executed. — [475, 30, 764, 1440]
list-item: White Whitney Blankets, 10 quarters, 21s — [952, 368, 1080, 378]
list-item: Ladies' Russell Cord Costumes — [952, 727, 1047, 737]
list-item: Ladies' Waterproof Cloaks, 7s 6d to 30s — [952, 844, 1074, 854]
grid-item: New Linen Sets — [673, 173, 722, 183]
list-item: Queensland Wool Shawls, 11s 6d — [952, 863, 1054, 873]
grid-item: New Hosiery — [574, 173, 615, 183]
list-item: Ladies' Fashionable Costumes — [952, 708, 1045, 718]
list-item: Mosgiel Plaidings — [952, 309, 1008, 319]
list-item: Men's Tweed Vests — [952, 1264, 1010, 1274]
list-item: Union Damasks, 5-4 wide — [952, 543, 1032, 553]
list-item: 1s 3d White Flannel reduced to 11½d — [772, 875, 886, 885]
list-item: Rich Dress Goods, reduced from 2s 11d to 1s 3d. — [772, 130, 922, 140]
list-item: Marked Down from 21s to 13s — [772, 756, 866, 766]
list-item: Ladies' Costumes, with material to match for body, or with jacket body, apron and skirt — [952, 747, 1108, 766]
list-item: Door Mats and Slips — [952, 669, 1015, 679]
grid-item: New Ecru Bows — [574, 201, 624, 211]
list-item: Kid Gloves, Josephine, all sizes — [952, 941, 1049, 951]
rich-dress-list — [772, 121, 944, 160]
list-item: Tickings worth 1s 8d now 1s 3d — [772, 856, 870, 866]
list-item: New Wool Clouds reduced from 2s 6d to 1s 3d — [772, 1024, 915, 1034]
list-item: 1s 3d Children's Cloth Gloves now 6d — [772, 1083, 888, 1093]
list-item: Toilet Covers, full size, 1s 3d — [952, 611, 1042, 621]
list-item: Ladies' Russell Cord Skirts, trimmed — [952, 786, 1065, 796]
list-item: White Whitney Blankets, 9 quarters, 14s 6d — [952, 348, 1085, 358]
list-item: Union Ticking, 1s per yard — [952, 504, 1034, 514]
list-item: Ladies' 21s Beaver Jackets for 15s — [772, 349, 877, 359]
list-item: Marked Down from 7s 6d to 4s 9d — [772, 736, 877, 746]
list-item: Cotton Ticking, 6d per yard — [952, 494, 1037, 504]
list-item: 2s 6d Ladies' Cloth Gloves now 1s 6d — [772, 1112, 888, 1122]
list-item: Reduced from 63s to Sale Price, 35s — [772, 290, 883, 300]
list-item: 1s 9d White Flannel reduced to 1s 4½d — [772, 895, 891, 905]
department-item: AN INSPECTION OF STOCK INVITED.—Visitors shown through our Show-rooms and Furniture Gallery up stairs without being asked to purchase. — [340, 823, 468, 862]
list-item: Men's Flannel Singlets — [952, 1410, 1022, 1420]
list-item: Fancy Tartan Shawls — [952, 893, 1016, 903]
list-item: Gents' Rugs, all sizes — [952, 1575, 1017, 1585]
list-item: Honeycomb Towels, 6d each — [952, 601, 1040, 611]
list-item: Reduced from 35s to Sale Price, 18s 6d — [772, 251, 892, 261]
grid-item: New Trimmings — [574, 187, 624, 197]
list-item: Unparalleled Sale—Bargains of Blouse Suits. — [772, 1239, 911, 1249]
department-item: CARPETS.—Special designs in Brussels and Kidderminster Carpets. Gorgeous patterns of Velvet Pile and Tapestry, which latter we are offering from 1s 2d per yard. — [340, 259, 468, 308]
list-item: Ladies' 35s Beaver Jackets for 25s — [772, 368, 877, 378]
list-item: Scarlet Flannel, heavy — [952, 251, 1020, 261]
list-item: China Mattings, plain and checked — [952, 620, 1058, 630]
department-item: FEATHERS. — Magnificent Assortment Flowers, Feathers, and Ornaments. — [340, 414, 468, 444]
list-item: 250 Cheap Tweed Trousers at half price. — [772, 1181, 895, 1191]
list-item: 2s 3d White Flannel reduced to 1s 9½d — [772, 914, 891, 924]
prospectus: Prospectus. PROSPECTUS OF THE AUSTRALIAN AND NEW ZEALAND STEAM SHIPPING COMPANY (LIMITED). Head Office ... ... ... Melbourne. Capital— £250,000, in 25,000 shares of £10 each. To be registered under the 'Companies Statute, 1864,' and the liability of the shareholders will be limited to the amount of the subscribed shares. It is intended to call up 1,000,000 within the next twelve months, payable—1 per share on application, 1 15s on allotment, and the balance by calls not exceeding 1 10s each. PROVISIONAL DIRECTORS, With power to add to their number. J. SEPH CLARKE, Esq., Melbourne · DAVID SPENCE, Esq., of Messrs Sparrow Bros. and Co., Melbourne · J. H. WHITE Esq., of Messrs J. H. White and Co., Melbourne · H. B. NAYLOR, Esq., of Messrs H. B. Naylor and Co., Melbourne · WILLIAM CROSBY, Esq., of Messrs William Crosby and Co., Hobart Town and Melbourne · JAS. M'CULLOCH, Esq., Queen street, Melbourne · WILLIAM YOUNG, Esq., of Messrs Wilson Young and Co., Melbourne · WM. M'PHERSON, Esq., Invercargill, N.Z., of Messrs Wm. M'Pherson and Co. · W. J. M. LARNACH, Esq., Dunedin, N.Z., of Messrs Guthrie and Larnach · WALTER TURNBULL, Esq., Wellington, N.Z., of Messrs W. and G. Turnbull and Co. · WILLIAM LAIDLEY, Esq., of Messrs Laidley, Ireland and Co., Sydney · HENRY SAWTELL, Esq., of Messrs Wilson, Sawtell, and Co., Christchurch. BANKERS. In Melbourne—THE COLONIAL BANK. In New Zealand—THE BANK OF NEW ZEALAND. SOLICITORS. MESSRS BENNETT, ATTENBOROUGH, & WILKS. AUDITORS. MESSRS JOHN TURNBULL & W. G. SPRIGG. BROKERS. MESSRS J. B. WERE & SON, 80 Collins street West, Melbourne, and Mr J. B. BRADSHAW, Temple Chambers, Melbourne. To whom applications for shares are requested to be made or to the agents of the Company, Messrs GUTHRIE & LARNACH, Dunedin, New Zealand. The Share List will close on the 30th September, 1876. — [475, 435, 612, 1008]
list-item: 1s 9d Ladies' Cloth Gloves now 1s 2d — [772, 1092, 888, 1102]
list-item: Shepherds' and Rob Roy Tartan Shawls — [952, 883, 1072, 893]
list-item: Unparalleled Sale—Bargains of Youths' Suits — [772, 1220, 911, 1230]
article-title: PUBLIC BATHS RESERVE. — [19, 482, 150, 493]
list-item: Marked Down from 5s 9d to 3s 11d — [772, 727, 881, 737]
column-thomson-strang: DRAPERY. THE TABLES STILL LOADED With the MOST MARVELLOUS BARGAINS At the UNPARALLELED CHEAP SALE In the CUTTING. MONEY CANNOT BE BETTER SPENT Than in assisting to reduce OUR IMMENSE STOCK, Which we are COMPELLED TO REALISE At a Sacrifice. Rich Dress Goods, reduced from 2s 9d to 11½d. Rich Dress Goods, reduced from 2s 11d to 1s 3d. Rich Dress Goods, reduced from 3s 6d to 1s 6d. Rich Dress Goods, reduced from 5s 6d to 1s 11d. 2s 6d Blue Moreen now 1s 3d. 2s 6d Scarlet Moreen now 1s 3d. 2s 6d Maroon Moreen now 1s 3d. All the lower numbers of Black Lustres reduced 25 per cent., all the higher numbers reduced one-third. Several special lines of Striped Black Lustres half their Value. READY MADE COSTUMES Reduced from 25s to Sale Price, 15s 6d Reduced from 35s to Sale Price, 18s 6d Reduced from 37s 6d to Sale Price, 21s 6d Reduced from 45s to Sale Price, 25s Reduced from 50s to Sale Price, 27s 6d Reduced from 63s to Sale Price, 35s OUR SUPERABUNDANT STOCK Must be cleared, and we are offering Ladies' 12s Beaver Jackets for 7s 6d Ladies' 17s 6d Beaver Jackets for 12s Ladies' 20s Beaver Jackets for 14s 6d Ladies' 21s Beaver Jackets for 15s Ladies' 25s Beaver Jackets for 18s 6d Ladies' 35s Beaver Jackets for 25s Ladies' 55s Beaver Jackets for 40s A Lot of Ladies' Fine Black Cloth Jackets, the prices of which ranged from 12s 6d to 50s, will now be offered at from 7s 9d to 25s, every one a bargain; just for half they MUST BE SOLD. 15s Braided Felt Skirts for 7s 6d 17s 6d Braided Felt Skirts for 8s 6d 35s Satin and Velvet Skirts for 22s 6d 42s 6d Satin Skirts, quilted, for 25s 47s 6d Satin Skirts, quilted, for 30s 63s Satin Skirts, quilted, to 50s 80s Satin Skirts, Beaded, for 35s Enormously reduced prices for all Waterproof Mantles; children's, from 3s 9d; all Hyde Parks; all Wool Shawls. Fur Muffs reduced from 10s 6d to 3s 6d, from 12s 6d to 5s 6d, from 15s to 7s 6d, from 21s to 12s 6d, from 30s to 17s 6d, from 40s to 20s, from 50s to 30s. Girls' Polonaises reduced from 12s 6d to 5s 9d. Girls' Frocks reduced from 40s to 21s. Girls' Frocks reduced from 14s to 7s 6d. Girls' Frocks reduced from 17s 6d to 10s 6d. Boys' Blouses reduced from 12s 6d to 6s 6d. Boys' Blouses reduced from 15s 6d to 7s 6d. £1,328 value, as taken from our Stock Sheet, of Ladies' Underclothing and Baby Linen, will be sacrificed to reduce the amount by one half. 300 dozen of Ladies' Stays have been submitted to sweeping reductions in price. COMPLETELY OVERSTOCKED, AND RETRENCHMENT NECESSARY. We have laid aside another lot of Tablecovers for absolute sale. Marked Down from 4s 6d to 2s 11d Marked Down from 5s 9d to 3s 11d Marked Down from 7s 6d to 4s 9d Marked Down from 15s to 12s 3d Marked Down from 21s to 13s Marked Down from 25s to 15s 6d Marked Down from 32s 6d to 21s The same rate of reductions have been made in a stock of £350 value of white and colored Quilts, and £150 worth of Lace, Muslin, and Lace Curtains presents one series of bargains. Sheetings worth 2s now 1s 6d Sheetings worth 2s 6d now 1s 9d Tickings worth 1s 6d now 1s 1½d Tickings worth 1s 8d now 1s 3d Tickings worth 2s now 1s 6d 1s 3d White Flannel reduced to 11½d 1s 6d White Flannel reduced to 1s 1½d 1s 9d White Flannel reduced to 1s 4½d 2s White Flannel reduced to 1s 7d 2s 3d White Flannel reduced to 1s 9½d 2s 6d White Flannel reduced to 2s Our Valuable Stock of Witney, Bath, and French Blankets—Crib and Cot Blankets—Scarlet, Blue, Grey, and Army Blankets, will be submitted for purchase during the sale at unparalleled reductions. A few pairs of 12/4 White Bath Blankets, damaged, will be sold cheap. Promenade Scarfs reduced from 8s 9d to 4s 3d Promenade Scarfs reduced from 10s 6d to 5s 6d Promenade Scarfs reduced from 14s 6d to 7s 6d New Wool Clouds reduced from 1s 9d to 10d New Wool Clouds reduced from 2s 6d to 1s 3d New Wool Clouds reduced from 4s 6d to 1s 11d New Wool Clouds reduced from 6s 6d to 3s 6d Ladies' Wool Vests reduced from 4s 9d to 2s 9d Ladies' and Children's Wool Hosiery—Great Bargains. 10d Children's Cloth Gloves now 3½d 1s 3d Children's Cloth Gloves now 6d 1s 9d Ladies' Cloth Gloves now 1s 2d 2s Ladies' Cloth Gloves now 1s 4d 2s 6d Ladies' Cloth Gloves now 1s 6d 2s 9d Ladies' Cloth Gloves now 1s 9d Special line—Riding Doe Gauntlets—cheap. CLOTHING. CLOTHING. 1,200 Men's Tweed Suits at English cost 300 Men's Tweed Suits at Colonial cost 200 Men's Trousers and Vests at Colonial cost 250 Cheap Tweed Trousers at half price. Special 50s Tweed Suits now 42s 6d Special 60s Tweed Suits now 47s 6d Unparalleled Sale—Bargains of Boys' Suits Unparalleled Sale—Bargains of Youths' Suits Unparalleled Sale—Bargains of Knickers Unparalleled Sale—Bargains of Blouse Suits. Crimean Shirts, White Shirts all reduced, Overcoats, Mackintoshes; Umbrellas, 8, 12, and 16 ribs—all at sale prices. OUR ONLY WARRANT in submitting this immensely reduced scale of prices, and parting with valuable goods at the quotations, is THE URGENT NECESSITY Of a large REDUCTION IN STOCK. THOMSON, STRANG, & CO., CUTTING, PRINCES STREET, DUNEDIN. — [772, 30, 944, 1360]
disclaimer: [We do not hold ourselves responsible for the opinions expressed by our correspondents.] — [5, 46, 139, 66]
section-header: Drapery. — [952, 30, 1110, 44]
list-item: Men's Lambs' Hose and Half-hose — [952, 1429, 1057, 1439]
list-item: White Flannel, Saxony — [952, 222, 1022, 232]
list-item: Fleecy-lined Gloves, all sizes — [952, 970, 1042, 980]
list-item: Ladies' Colored Felt Skirts, braided, 7s 9d — [952, 766, 1080, 776]
list-item: Marked Down from 15s to 12s 3d — [772, 746, 875, 756]
grid-item: New Collars and Cuffs — [673, 159, 743, 169]
list-item: Rich Dress Goods, reduced from 3s 6d to 1s 6d. — [772, 140, 918, 150]
gloves-list — [772, 1073, 944, 1131]
list-item: Brown Holland, 6½d per yard — [952, 523, 1044, 533]
gift-distribution: GRAND GIFT DISTRIBUTION OF £1,000 IN Works of Art, comprising Aquagraphs, Oleographs, Chromos, Lithographs, Engravings, and other works of Art, from the old masters and modern painters. The participation will be shared in by every one whose purchases amount to 1/20 from 1st July. — [340, 46, 468, 124]
list-item: Blue Flannels — [952, 261, 994, 271]
list-item: Men's Beaver Overcoats, lined, 30s — [952, 1186, 1060, 1196]
grid-item: New Jackets — [475, 159, 514, 169]
department-item: IRONMONGERY AND KITCHEN FURNITURE in great variety. — [340, 778, 468, 798]
list-item: 42s 6d Satin Skirts, quilted, for 25s — [772, 470, 880, 480]
list-item: Ladies' 25s Beaver Jackets for 18s 6d — [772, 359, 886, 369]
clothing-list — [772, 1152, 944, 1210]
list-item: New Wool Clouds reduced from 6s 6d to 3s 6d — [772, 1044, 915, 1054]
department-item: MANCHESTER.—In this department we hold an immense stock of Twilled and Plain Sheetings, Coloured and White Quilts, Flannels, very heavy and good widths, at prices that cannot fail to please. — [340, 208, 468, 257]
section-header: Prospectus. — [475, 436, 611, 450]
list-item: Long Lace Curtains — [952, 688, 1013, 698]
wood-and-coal: Wood and Coal Yards. KAITANGATA RAILWAY AND COAL COMPANY (LIMITED). TO COAL MERCHANTS. ORDERS For this Company's Coal to be left with the undersigned. M. W. HAWKINS, Secretary. Princes street. GREY RIVER COAL. Now Landing ex Mary Ogilvie. F. JONES & CO., Stuart street. KAITANGATA COAL.—Great inducements to cash purchasers. Delivered at 25s 6d per ton. Orders to be left at R. E. Latta's, book-store, Walker street, and at yard, Cargill's siding, Princes street South. A. KINDLER. FIREWOOD, FIREWOOD, COALS, COALS.—Great reduction in price. Thousands of cords of Firewood of every description in stock. Best Newcastle coal, 30s; Kaitangata, 25s; best Green Island coal. Lowest prices in town. Public Notices. W. FLEETS. Dunedin Furniture Vans, Established 1863. The only two-horse Vans in town. Families removed on the shortest notice. Town and country orders punctually attended to. Note the address— W. FLEET, Great King street North. VENETIAN BLINDS. VENETIAN BLINDS. At Moderate Prices. PATERSON, BURKE, AND CO. Maclaggan street. CAMPBELL & CO Express, Waggon, and Furniture Van Proprietors, STAFFORD STREET, DUNEDIN. Furniture removed, parcels, and goods carefully removed to all parts of town or country. All Orders promptly attended to. N.B.—Luggage stored. SAWS, SAWS, of every description, just landed direct from those celebrated makers, Spear and Jackson. Circular Saws, all sizes, and Cross-cut Saws, mill and pit saws. Wm. Millichamp, sawmaker, opposite Fellowes' Hotel, George street. THE CHEAP SHOP, No. 9, Arcade. BUY OF THE MAKER AND IMPORTER. E. LOFT thanks the Public of Dunedin and suburbs for patronage during the past two years, and informs them that he is constantly making Men's, Youths', and Boys' Boots of every description at prices and quality that defies all competition. A choice assortment of Ladies' and Children's Boots and Shoes always on hand. Repairs neatly executed. — [624, 435, 764, 1101]
list-item: Oxford Shirtings, 10d — [952, 339, 1019, 349]
department-item: NINE THOUSAND POUNDS WORTH of Haberdashery and Fancy Goods, Ribbons and Flowers, Ladies' Silk Ties and Laces. — [340, 508, 468, 547]
list-item: White Flannel, Mosgiel Mills — [952, 203, 1042, 213]
list-item: Cloth Gloves in great variety — [952, 961, 1041, 971]
list-item: White Flannel (all wool), 1s 3d, 1s 6d, 1s 9d — [952, 154, 1087, 164]
list-item: Ladies' Sealskin Jackets — [952, 815, 1026, 825]
list-item: New Feathers—Birds, Ostrich, &c. — [952, 1126, 1060, 1136]
list-item: Wool Hyde Park Shawls — [952, 902, 1027, 912]
department-item: SHAWLS.—Paisley, Tartan, Felt, Queensland and Shetland; the newest styles in Ladies' and Children's Seal, Cloth, Beaver, and Fur Jackets. — [340, 372, 468, 412]
list-item: Pink Flannels — [952, 271, 994, 281]
list-item: Wool Scarfs and Mufflers — [952, 1517, 1031, 1527]
list-item: Men's White Long Cloth Shirts, 3s 6d — [952, 1322, 1067, 1332]
list-item: Gents' Alpaca, &c., 5s 6d — [952, 1594, 1030, 1604]
list-item: Colored Quilts, great variety — [952, 416, 1039, 426]
section-header: DRAPERY. — [772, 30, 944, 44]
list-item: Scotch Bonnets and Alma's — [952, 1507, 1035, 1517]
list-item: Infants' Muslin Wrappers — [952, 1097, 1029, 1107]
list-item: Men's Merino and Cotton Half-hose — [952, 1449, 1062, 1459]
list-item: Glass Cloth, plain white, 9d per yard — [952, 562, 1064, 572]
list-item: Men's Lambs' Wool Singlets — [952, 1390, 1039, 1400]
list-item: Linen Ticking, 1s 9d per yard — [952, 514, 1042, 524]
grid-item: New Silks — [475, 118, 507, 128]
grid-item: New Cheswick Scarves — [475, 201, 547, 211]
list-item: Children's Bands and Corsets — [952, 1077, 1042, 1087]
list-item: Promenade Scarfs reduced from 10s 6d to 5s 6d — [772, 995, 918, 1005]
list-item: 300 Men's Tweed Suits at Colonial cost — [772, 1161, 893, 1171]
section-header: DRAPERY. — [475, 30, 764, 44]
list-item: 1s 6d White Flannel reduced to 1s 1½d — [772, 885, 891, 895]
list-item: Ladies' Fashionable Hats — [952, 1116, 1029, 1126]
list-item: Braces, Belts, &c., great variety — [952, 1565, 1049, 1575]
list-item: Grey Calico, 32in wide, 4d — [952, 475, 1035, 485]
list-item: Mosgiel Blankets — [952, 387, 1006, 397]
list-item: Boys' and Youths' Overcoats — [952, 1206, 1039, 1216]
list-item: Children's Lambswool Hose and Socks — [952, 999, 1072, 1009]
grid-item: New Hats — [574, 118, 605, 128]
list-item: White Flannel (heavy), 1s 4d — [952, 164, 1041, 174]
flannels-list — [772, 876, 944, 934]
list-item: Twilled Flannels, colored and white — [952, 280, 1061, 290]
section-header: Wood and Coal Yards. — [624, 436, 764, 450]
list-item: 2s 6d Blue Moreen now 1s 3d. — [811, 159, 905, 169]
list-item: Children's Sealskin Jackets — [952, 834, 1035, 844]
list-item: Crimson Shirtings, union, 12½d, 1s 4½d — [952, 319, 1076, 329]
list-item: 1,200 Men's Tweed Suits at English cost — [772, 1152, 895, 1162]
grid-item: New Bonnets — [673, 118, 715, 128]
list-item: Boys' and Youths' Tweed Suits — [952, 1283, 1045, 1293]
list-item: Scarlet Flannel, fine makes — [952, 232, 1035, 242]
grid-item: New Ruffings — [673, 187, 716, 197]
list-item: 2s 6d Maroon Moreen now 1s 3d. — [806, 179, 910, 189]
list-item: Children's Wool Polka Jackets — [952, 1019, 1044, 1029]
list-item: 2s 6d White Flannel reduced to 2s — [772, 924, 876, 934]
list-item: New Ribbons, Laces, &c. — [952, 1145, 1031, 1155]
scarfs-list — [772, 986, 944, 1064]
list-item: 2s Ladies' Cloth Gloves now 1s 4d — [772, 1102, 878, 1112]
list-item: Promenade and Pelisse Scarfs — [952, 922, 1043, 932]
list-item: Reduced from 25s to Sale Price, 15s 6d — [772, 241, 892, 251]
list-item: Ladies' 12s Beaver Jackets for 7s 6d — [772, 320, 883, 330]
list-item: White Imitation Welsh Flannel, 1s 6d — [952, 173, 1066, 183]
list-item: Men's Waterproof Coats — [952, 1215, 1026, 1225]
signature: CHARLES JOHNSON, Maclaggan street. — [962, 1607, 1100, 1617]
